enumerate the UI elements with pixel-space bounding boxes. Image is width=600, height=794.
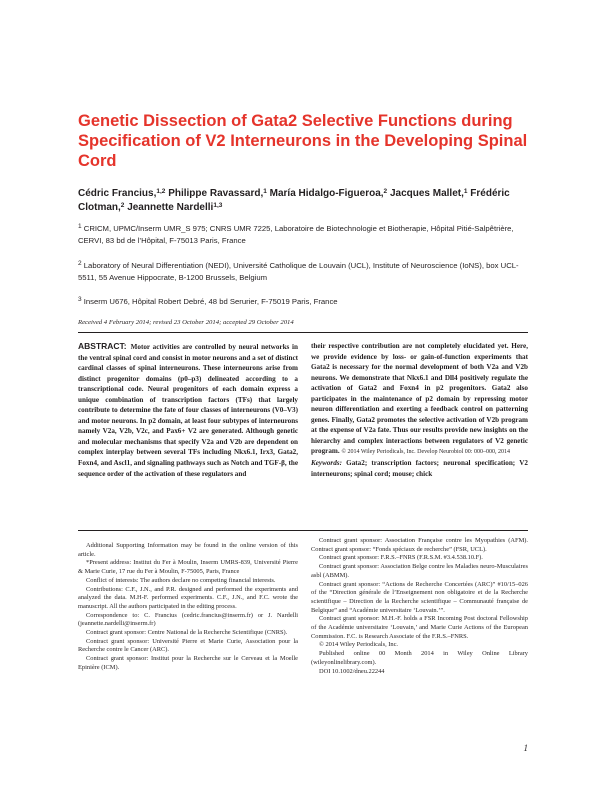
divider [78, 332, 528, 333]
footnote: Contract grant sponsor: “Actions de Recherche Concertées (ARC)” #10/15–026 of the “Direction générale de l’Enseignement non obligatoire et de la Recherche scientifique – Direction de la Recherche scientifique – Communauté française de Belgique” and “Académie universitaire ‘Louvain.’”. [311, 580, 528, 614]
footnote: Contract grant sponsor: Université Pierre et Marie Curie, Association pour la Recherche contre le Cancer (ARC). [78, 637, 298, 654]
footnote: Additional Supporting Information may be found in the online version of this article. [78, 542, 298, 558]
author-list [78, 187, 528, 215]
author: Frédéric Clotman,$^2$ [78, 188, 510, 213]
abstract-column-left [78, 341, 298, 479]
footnote: DOI 10.1002/dneu.22244 [319, 667, 385, 675]
affiliation: $^2$ Laboratory of Neural Differentiation (NEDI), Université Catholique de Louvain (UCL), Institute of Neuroscience (IoNS), box UCL-5511, 55 Avenue Hippocrate, B-1200 Brussels, Belgium [78, 260, 519, 282]
footnote: Contract grant sponsor: M.H.-F. holds a FSR Incoming Post doctoral Fellowship of the Académie universitaire ‘Louvain,’ and Marie Curie Actions of the European Commission. F.C. is Research Associate of the F.R.S.–FNRS. [311, 615, 528, 640]
author: Jeannette Nardelli$^{1,3}$ [127, 202, 223, 213]
affiliation: $^3$ Inserm U676, Hôpital Robert Debré, 48 bd Serurier, F-75019 Paris, France [78, 296, 338, 306]
footnote: © 2014 Wiley Periodicals, Inc. [319, 641, 399, 649]
divider [78, 530, 528, 531]
footnote: *Present address: Institut du Fer à Moulin, Inserm UMRS-839, Université Pierre & Marie Curie, 17 rue du Fer à Moulin, F-75005, Paris, France [78, 559, 298, 576]
footnotes-right [311, 537, 528, 676]
footnote: Correspondence to: C. Francius (cedric.francius@inserm.fr) or J. Nardelli (jeannette.nardelli@inserm.fr) [78, 611, 298, 628]
received-dates: Received 4 February 2014; revised 23 October 2014; accepted 29 October 2014 [78, 319, 294, 326]
page-number: 1 [523, 743, 528, 753]
footnote: Contract grant sponsor: Institut pour la Recherche sur le Cerveau et la Moelle Epinière (ICM). [78, 655, 298, 671]
author: Philippe Ravassard,$^1$ [168, 188, 267, 199]
affiliation: $^1$ CRICM, UPMC/Inserm UMR_S 975; CNRS UMR 7225, Laboratoire de Biotechnologie et Biotherapie, Hôpital Pitié-Salpêtrière, CERVI, 83 bd de l’Hôpital, F-75013 Paris, France [78, 223, 514, 245]
author: María Hidalgo-Figueroa,$^2$ [269, 188, 388, 199]
footnote: Conflict of interests: The authors declare no competing financial interests. [86, 576, 276, 584]
abstract-copyright: © 2014 Wiley Periodicals, Inc. Develop Neurobiol 00: 000–000, 2014 [341, 449, 510, 456]
footnote: Contract grant sponsor: Centre National de la Recherche Scientifique (CNRS). [86, 629, 288, 637]
paper-title: Genetic Dissection of Gata2 Selective Functions during Specification of V2 Interneurons in the Developing Spinal Cord [78, 112, 528, 170]
abstract-text: their respective contribution are not completely elucidated yet. Here, we provide evidence by loss- or gain-of-function experiments that Gata2 is necessary for the normal development of both V2a and V2b neurons. We demonstrate that Nkx6.1 and Dll4 positively regulate the activation of Gata2 and Foxn4 in p2 progenitors. Gata2 also participates in the maintenance of p2 domain by repressing motor neuron differentiation and exerting a feedback control on patterning genes. Finally, Gata2 promotes the selective activation of V2b program at the expense of V2a fate. Thus our results provide new insights on the hierarchy and complex interactions between regulators of V2 genetic program. [311, 342, 528, 456]
footnote: Published online 00 Month 2014 in Wiley Online Library (wileyonlinelibrary.com). [311, 650, 528, 666]
keywords-label: Keywords: [311, 459, 342, 468]
footnotes-left [78, 537, 298, 673]
footnote: Contributions: C.F., J.N., and P.R. designed and performed the experiments and analyzed the data. M.H-F. performed experiments. C.F., J.N., and F.C. wrote the manuscript. All the authors participated in the editing process. [78, 585, 298, 610]
abstract-label: ABSTRACT: [78, 341, 127, 351]
footnote: Contract grant sponsor: Association Belge contre les Maladies neuro-Musculaires asbl (ABMM). [311, 563, 528, 579]
abstract-column-right [311, 341, 528, 479]
abstract-text: Motor activities are controlled by neural networks in the ventral spinal cord and consist in motor neurons and a set of distinct cardinal classes of spinal interneurons. These interneurons arise from distinct progenitor domains (p0–p3) delineated according to a transcriptional code. Neural progenitors of each domain express a unique combination of transcription factors (TFs) that largely contribute to determine the fate of four classes of interneurons (V0–V3) and motor neurons. In p2 domain, at least four subtypes of interneurons namely V2a, V2b, V2c, and Pax6+ V2 are generated. Although genetic and molecular mechanisms that specify V2a and V2b are dependent on complex interplay between several TFs including Nkx6.1, Irx3, Gata2, Foxn4, and Ascl1, and signaling pathways such as Notch and TGF-β, the sequence order of the activation of these regulators and [78, 343, 298, 478]
author: Cédric Francius,$^{1,2}$ [78, 188, 166, 199]
author: Jacques Mallet,$^1$ [389, 188, 468, 199]
footnote: Contract grant sponsor: Association Française contre les Myopathies (AFM). Contract grant sponsor: “Fonds spéciaux de recherche” (FSR, UCL). [311, 537, 528, 553]
footnote: Contract grant sponsor: F.R.S.–FNRS (F.R.S.M. #3.4.538.10.F). [319, 554, 483, 562]
keywords: Gata2; transcription factors; neuronal specification; V2 interneurons; spinal cord; mouse; chick [311, 459, 528, 478]
